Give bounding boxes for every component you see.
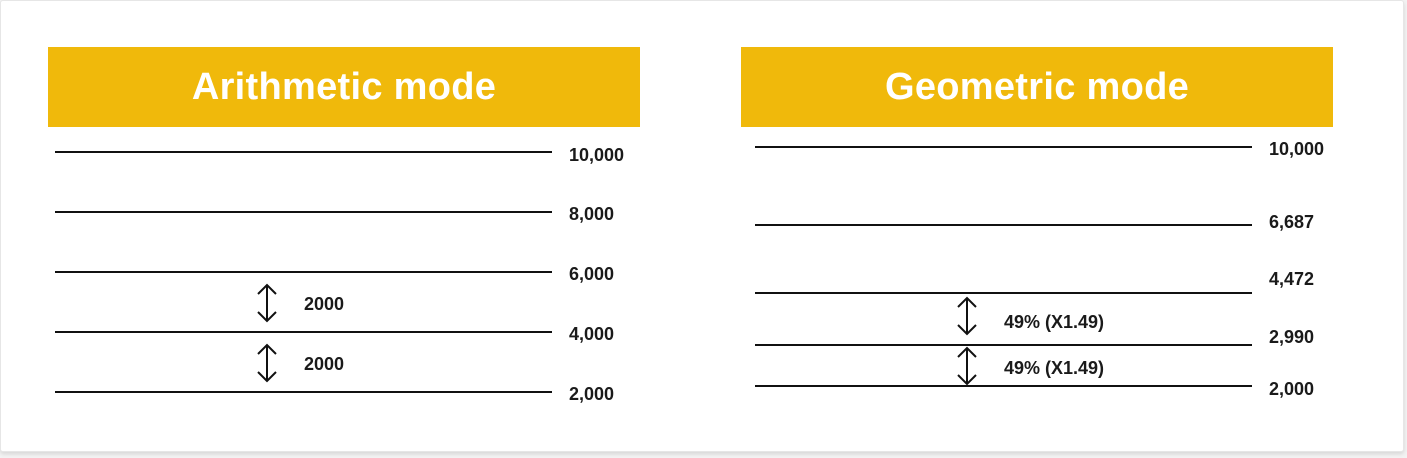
- level-label: 2,000: [1269, 379, 1315, 399]
- geometric-title-banner: [741, 47, 1333, 127]
- arithmetic-title: Arithmetic mode: [191, 65, 497, 108]
- arithmetic-title-banner: [48, 47, 640, 127]
- level-label: 10,000: [1269, 139, 1325, 159]
- grid-line: [755, 292, 1252, 294]
- level-label: 10,000: [569, 145, 625, 165]
- level-label: 2,000: [569, 384, 615, 404]
- grid-line: [755, 146, 1252, 148]
- grid-line: [755, 224, 1252, 226]
- level-label: 8,000: [569, 204, 615, 224]
- double-arrow-icon: [955, 346, 979, 386]
- step-label: 49% (X1.49): [1004, 358, 1105, 378]
- geometric-panel: [741, 47, 1334, 447]
- grid-line: [755, 344, 1252, 346]
- arithmetic-panel: [48, 47, 641, 447]
- double-arrow-icon: [955, 296, 979, 336]
- level-label: 2,990: [1269, 327, 1315, 347]
- double-arrow-icon: [255, 343, 279, 383]
- grid-line: [55, 211, 552, 213]
- geometric-title: Geometric mode: [884, 65, 1190, 108]
- step-label: 2000: [304, 294, 345, 314]
- step-label: 2000: [304, 354, 345, 374]
- grid-line: [55, 331, 552, 333]
- level-label: 6,000: [569, 264, 615, 284]
- grid-line: [55, 391, 552, 393]
- grid-line: [755, 385, 1252, 387]
- level-label: 6,687: [1269, 212, 1315, 232]
- grid-line: [55, 271, 552, 273]
- level-label: 4,472: [1269, 269, 1315, 289]
- grid-line: [55, 151, 552, 153]
- double-arrow-icon: [255, 283, 279, 323]
- step-label: 49% (X1.49): [1004, 312, 1105, 332]
- level-label: 4,000: [569, 324, 615, 344]
